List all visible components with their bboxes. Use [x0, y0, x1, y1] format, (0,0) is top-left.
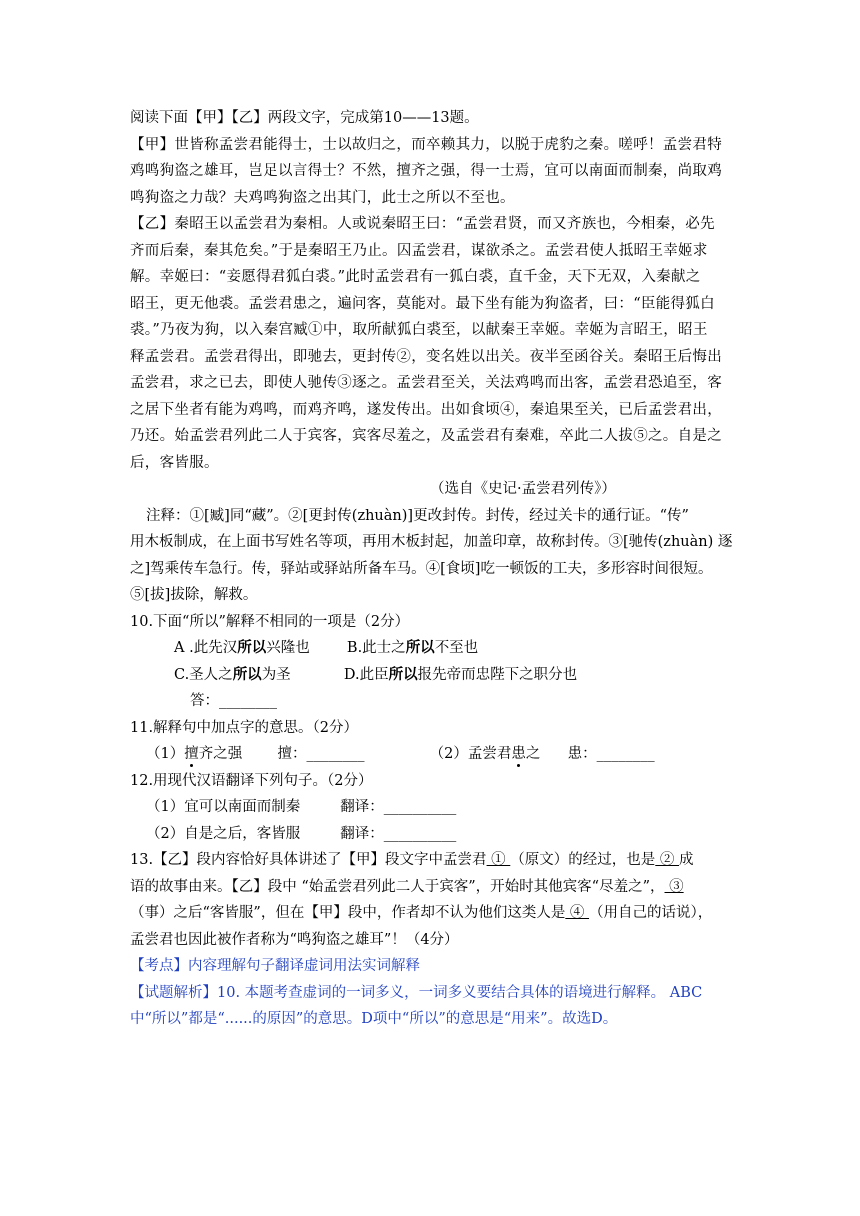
- q10-option-b: B.此士之所以不至也: [346, 639, 479, 656]
- q13-line-1: 13.【乙】段内容恰好具体讲述了【甲】段文字中孟尝君 ① （原文）的经过，也是 ② 成: [130, 852, 694, 868]
- q13-blank-2: ②: [655, 852, 679, 868]
- jia-line: 鸣狗盗之力哉？夫鸡鸣狗盗之出其门，此士之所以不至也。: [130, 189, 515, 206]
- q13-blank-3: ③: [664, 878, 684, 895]
- yi-line: 孟尝君，求之已去，即使人驰传③逐之。孟尝君至关，关法鸡鸣而出客，孟尝君恐追至，客: [130, 375, 722, 391]
- kaodian-line: 【考点】内容理解句子翻译虚词用法实词解释: [130, 958, 420, 974]
- jia-line: 鸡鸣狗盗之雄耳，岂足以言得士？不然，擅齐之强，得一士焉，宜可以南面而制秦，尚取鸡: [130, 163, 722, 179]
- yi-line: 后，客皆服。: [130, 454, 219, 471]
- source-citation: （选自《史记·孟尝君列传》）: [430, 481, 616, 497]
- document-content: [130, 105, 733, 1033]
- q13-blank-1: ①: [486, 852, 511, 868]
- q10-option-a: A .此先汉所以兴隆也: [174, 639, 310, 656]
- q10-stem: 10.下面“所以”解释不相同的一项是（2分）: [130, 613, 410, 630]
- q11-blank-1: 擅：________: [277, 746, 365, 762]
- q10-option-c: C.圣人之所以为圣: [174, 665, 291, 683]
- q12-item-2: （2）自是之后，客皆服 翻译：__________: [146, 825, 457, 842]
- q13-line-3: （事）之后“客皆服”，但在【甲】段中，作者却不认为他们这类人是 ④ （用自己的话说），: [130, 905, 713, 921]
- q10-options-ab: [130, 635, 730, 662]
- dotted-character: 擅: [184, 741, 199, 768]
- q11-items: （1）擅齐之强 擅：________ （2）孟尝君患之 患：________: [130, 741, 730, 768]
- q11-blank-2: 患：________: [567, 746, 655, 762]
- q11-stem: 11.解释句中加点字的意思。（2分）: [130, 719, 359, 736]
- q12-item-1: （1）宜可以南面而制秦 翻译：__________: [146, 799, 457, 815]
- q13-line-4: 孟尝君也因此被作者称为“鸣狗盗之雄耳”！（4分）: [130, 931, 459, 948]
- note-line: 之]驾乘传车急行。传，驿站或驿站所备车马。④[食顷]吃一顿饭的工夫，多形容时间很短。: [130, 560, 713, 577]
- yi-line: 裘。”乃夜为狗，以入秦宫臧①中，取所献狐白裘至，以献秦王幸姬。幸姬为言昭王，昭王: [130, 322, 708, 338]
- q13-line-2: 语的故事由来。【乙】段中 “始孟尝君列此二人于宾客”，开始时其他宾客“尽羞之”， ③: [130, 878, 684, 895]
- q12-blank-2: 翻译：__________: [340, 825, 457, 842]
- jia-line: 【甲】世皆称孟尝君能得士，士以故归之，而卒赖其力，以脱于虎豹之秦。嗟呼！孟尝君特: [130, 136, 722, 153]
- intro-line: 阅读下面【甲】【乙】两段文字，完成第10——13题。: [130, 110, 479, 126]
- q12-blank-1: 翻译：__________: [340, 799, 457, 815]
- dotted-character: 患: [511, 741, 526, 768]
- yi-line: 齐而后秦，秦其危矣。”于是秦昭王乃止。囚孟尝君，谋欲杀之。孟尝君使人抵昭王幸姬求: [130, 242, 708, 259]
- q10-options-cd: [130, 662, 730, 689]
- note-line: 用木板制成，在上面书写姓名等项，再用木板封起，加盖印章，故称封传。③[驰传(zhuàn) 逐: [130, 534, 733, 550]
- q12-stem: 12.用现代汉语翻译下列句子。（2分）: [130, 772, 373, 789]
- yi-line: 【乙】秦昭王以孟尝君为秦相。人或说秦昭王曰：“孟尝君贤，而又齐族也，今相秦，必先: [130, 216, 715, 232]
- analysis-line: 【试题解析】10. 本题考查虚词的一词多义，一词多义要结合具体的语境进行解释。 ABC: [130, 984, 703, 1001]
- note-line: 注释：①[臧]同“藏”。②[更封传(zhuàn)]更改封传。封传，经过关卡的通行证。“传”: [146, 507, 689, 524]
- note-line: ⑤[拔]拔除，解救。: [130, 587, 258, 603]
- yi-line: 释孟尝君。孟尝君得出，即驰去，更封传②，变名姓以出关。夜半至函谷关。秦昭王后悔出: [130, 348, 722, 365]
- yi-line: 之居下坐者有能为鸡鸣，而鸡齐鸣，遂发传出。出如食顷④，秦追果至关，已后孟尝君出，: [130, 401, 722, 418]
- q10-answer-blank: 答：________: [190, 693, 277, 709]
- analysis-line: 中“所以”都是“......的原因”的意思。D项中“所以”的意思是“用来”。故选D。: [130, 1011, 618, 1027]
- yi-line: 昭王，更无他裘。孟尝君患之，遍问客，莫能对。最下坐有能为狗盗者，曰：“臣能得狐白: [130, 295, 715, 312]
- yi-line: 解。幸姬曰：“妾愿得君狐白裘。”此时孟尝君有一狐白裘，直千金，天下无双，入秦献之: [130, 269, 701, 285]
- yi-line: 乃还。始孟尝君列此二人于宾客，宾客尽羞之，及孟尝君有秦难，卒此二人拔⑤之。自是之: [130, 428, 722, 444]
- q13-blank-4: ④: [565, 905, 590, 921]
- q10-option-d: D.此臣所以报先帝而忠陛下之职分也: [343, 665, 578, 683]
